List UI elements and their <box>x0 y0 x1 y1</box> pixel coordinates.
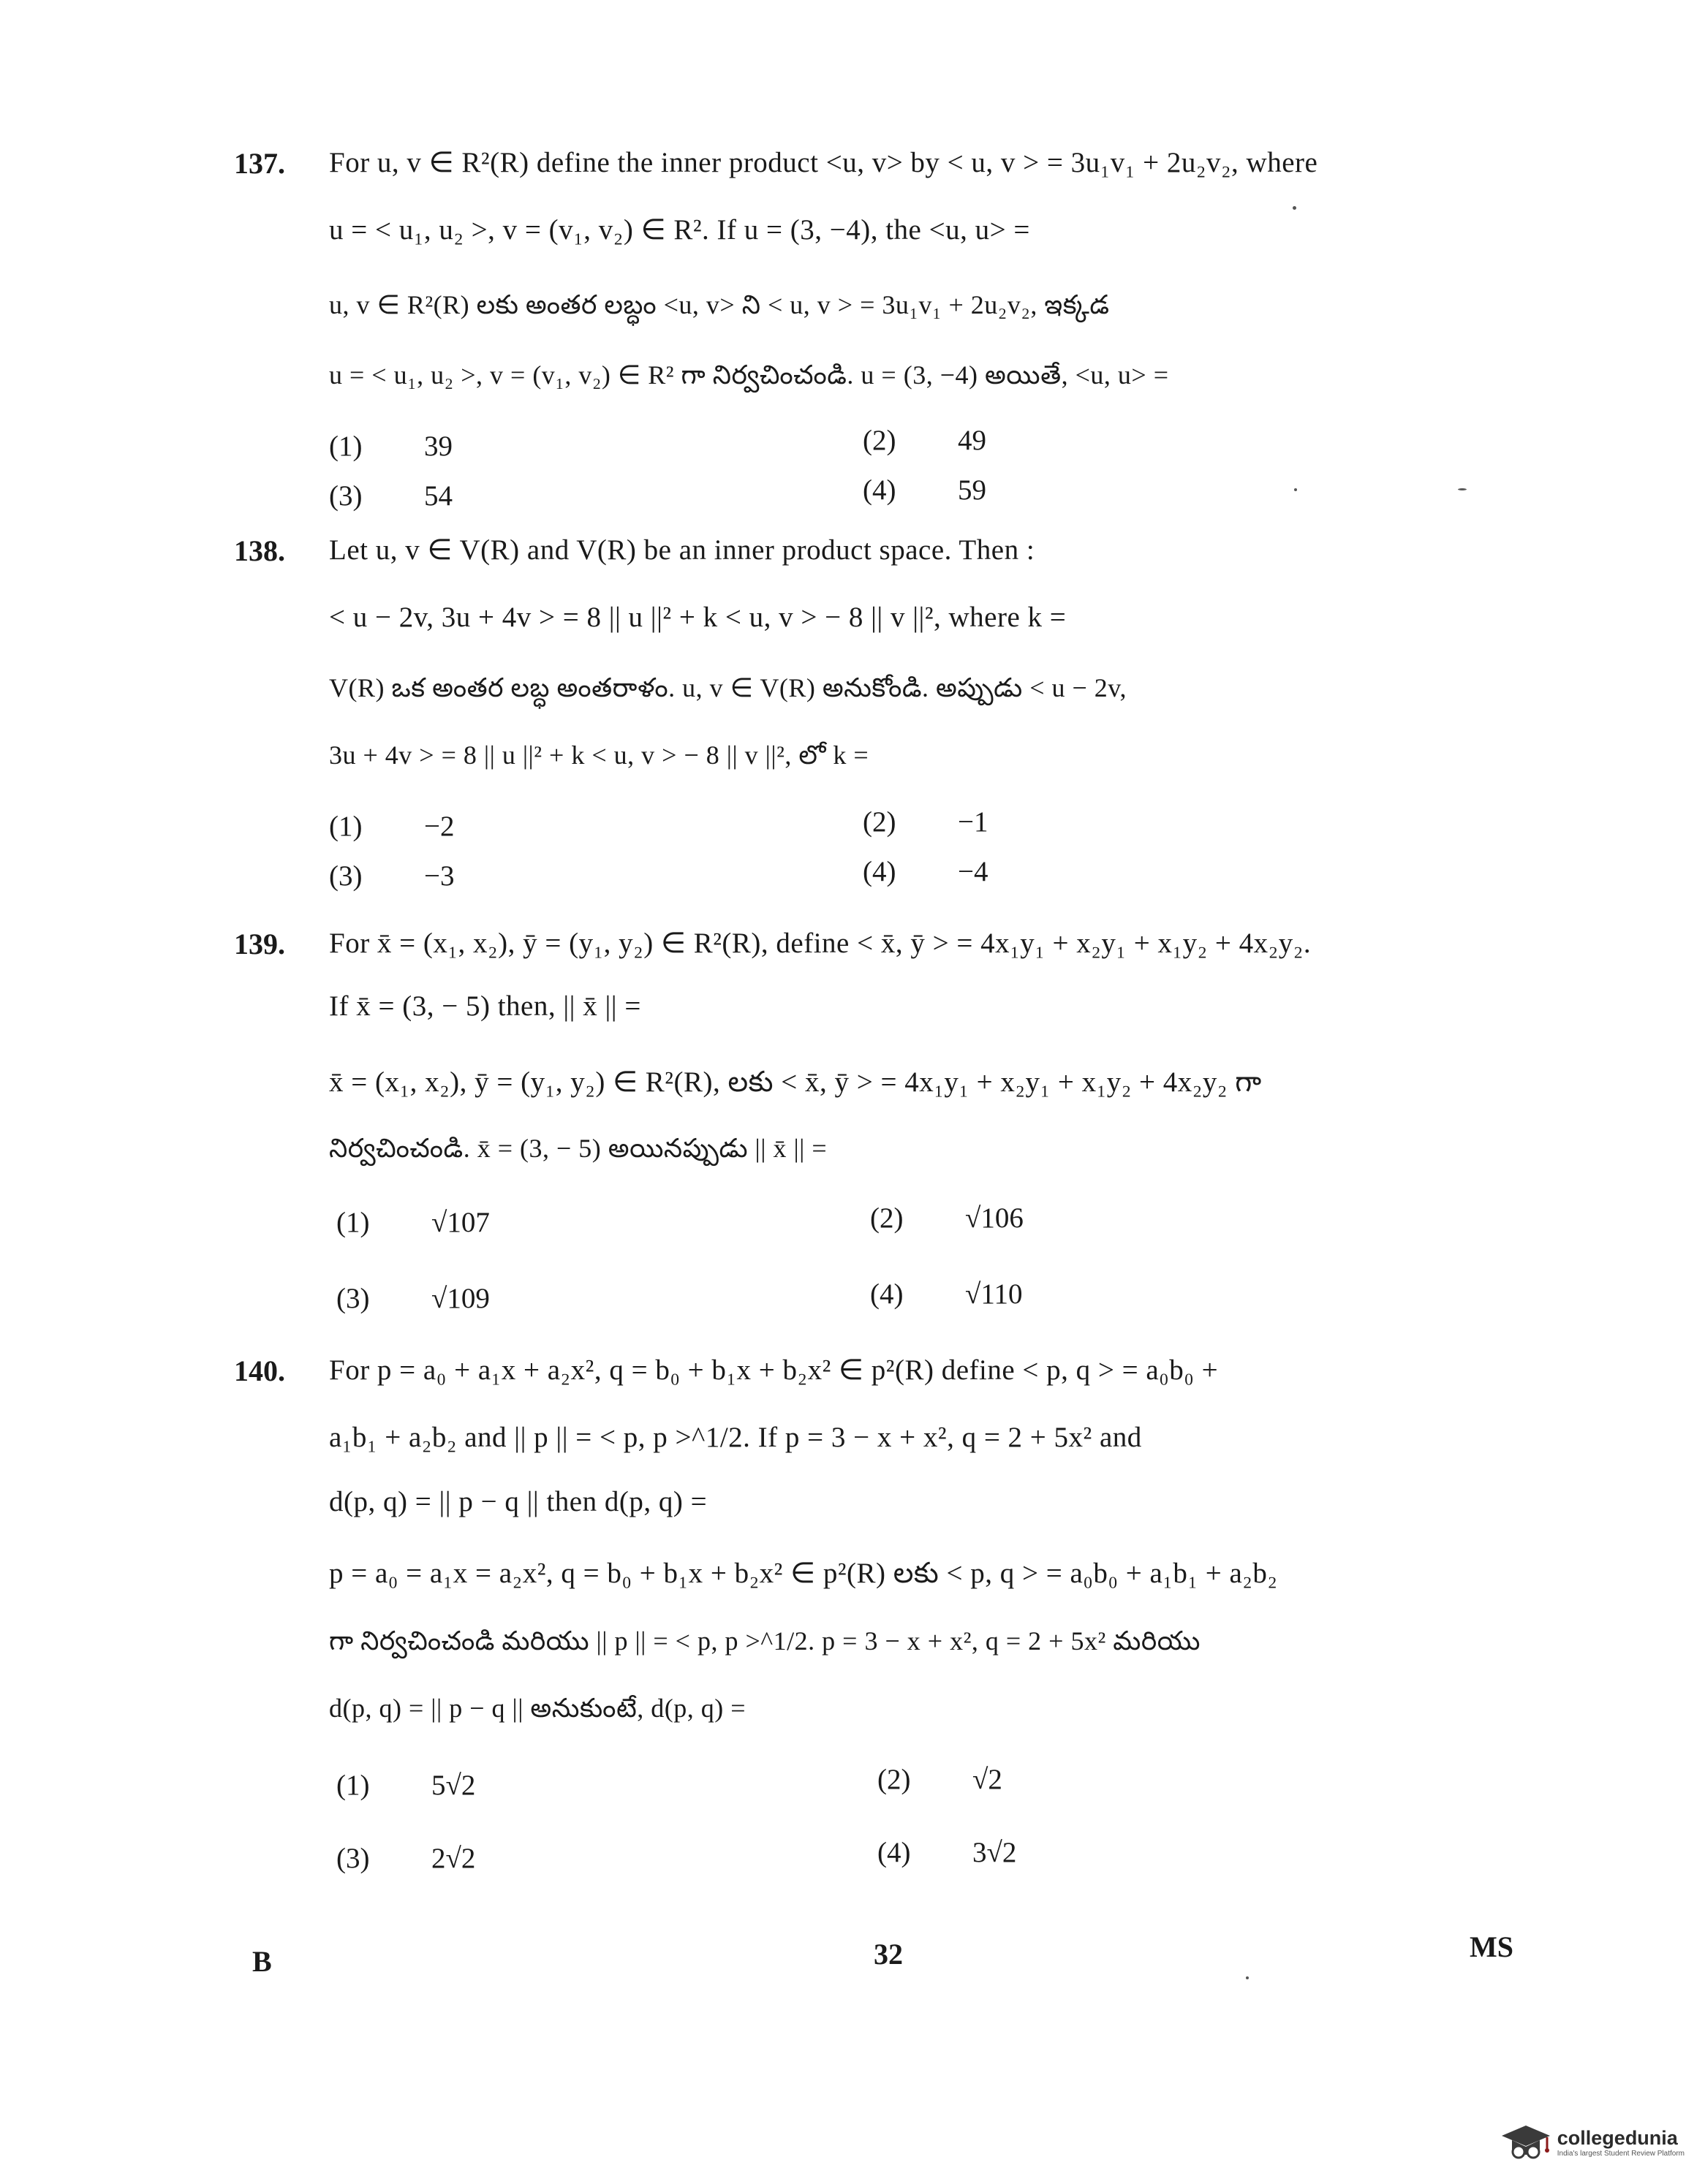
option-1[interactable] <box>329 810 455 843</box>
option-1[interactable] <box>329 430 453 463</box>
option-value: 54 <box>424 480 453 512</box>
question-text-en-3: d(p, q) = || p − q || then d(p, q) = <box>329 1486 708 1517</box>
option-number: (2) <box>877 1764 911 1795</box>
option-4[interactable] <box>877 1836 1016 1869</box>
question-number: 137. <box>234 147 285 180</box>
question-text-en-2: u = < u₁, u₂ >, v = (v₁, v₂) ∈ R². If u = (3, −4), the <u, u> = <box>329 214 1030 246</box>
collegedunia-watermark <box>1500 2123 1685 2162</box>
question-text-te-1: x̄ = (x₁, x₂), ȳ = (y₁, y₂) ∈ R²(R), లకు < x̄, ȳ > = 4x₁y₁ + x₂y₁ + x₁y₂ + 4x₂y₂ గా <box>329 1066 1262 1098</box>
option-value: √109 <box>431 1283 490 1314</box>
logo-name: collegedunia <box>1557 2127 1678 2149</box>
question-text-te-2: నిర్వచించండి. x̄ = (3, − 5) అయినప్పుడు || x̄ || = <box>329 1134 828 1163</box>
graduation-cap-icon <box>1500 2123 1551 2162</box>
option-value: −3 <box>424 860 455 892</box>
option-value: 49 <box>958 425 986 456</box>
option-value: √107 <box>431 1207 490 1238</box>
question-text-en-2: < u − 2v, 3u + 4v > = 8 || u ||² + k < u, v > − 8 || v ||², where k = <box>329 602 1067 633</box>
question-text-te-1: p = a₀ = a₁x = a₂x², q = b₀ + b₁x + b₂x² ∈ p²(R) లకు < p, q > = a₀b₀ + a₁b₁ + a₂b₂ <box>329 1558 1278 1589</box>
question-text-te-2: గా నిర్వచించండి మరియు || p || = < p, p >^1/2. p = 3 − x + x², q = 2 + 5x² మరియు <box>329 1626 1201 1656</box>
option-4[interactable] <box>870 1278 1022 1311</box>
option-4[interactable] <box>863 855 988 888</box>
option-3[interactable] <box>329 860 455 892</box>
option-value: 39 <box>424 431 453 462</box>
footer-booklet-code: B <box>252 1945 272 1978</box>
option-value: 5√2 <box>431 1770 476 1801</box>
option-number: (4) <box>863 856 896 887</box>
option-value: 3√2 <box>972 1837 1017 1868</box>
option-number: (3) <box>329 860 363 892</box>
question-text-en-1: Let u, v ∈ V(R) and V(R) be an inner product space. Then : <box>329 534 1035 566</box>
option-number: (1) <box>336 1207 370 1238</box>
question-text-en-2: If x̄ = (3, − 5) then, || x̄ || = <box>329 990 641 1022</box>
option-number: (4) <box>870 1278 904 1310</box>
scan-speck <box>1458 488 1467 490</box>
scan-speck <box>1246 1976 1249 1979</box>
option-2[interactable] <box>863 424 986 457</box>
option-number: (3) <box>336 1843 370 1874</box>
option-number: (1) <box>329 811 363 842</box>
question-text-en-1: For p = a₀ + a₁x + a₂x², q = b₀ + b₁x + b₂x² ∈ p²(R) define < p, q > = a₀b₀ + <box>329 1354 1219 1386</box>
logo-text <box>1557 2127 1685 2158</box>
question-text-en-2: a₁b₁ + a₂b₂ and || p || = < p, p >^1/2. If p = 3 − x + x², q = 2 + 5x² and <box>329 1422 1142 1453</box>
option-number: (1) <box>329 431 363 462</box>
option-2[interactable] <box>870 1202 1024 1235</box>
option-value: √106 <box>965 1202 1024 1234</box>
option-2[interactable] <box>863 805 988 838</box>
option-value: 2√2 <box>431 1843 476 1874</box>
option-value: 59 <box>958 474 986 506</box>
option-3[interactable] <box>336 1282 490 1315</box>
option-3[interactable] <box>329 479 453 512</box>
question-text-te-2: u = < u₁, u₂ >, v = (v₁, v₂) ∈ R² గా నిర్వచించండి. u = (3, −4) అయితే, <u, u> = <box>329 360 1169 390</box>
question-number: 139. <box>234 928 285 960</box>
option-4[interactable] <box>863 474 986 507</box>
option-value: −1 <box>958 806 988 838</box>
question-text-te-1: u, v ∈ R²(R) లకు అంతర లబ్ధం <u, v> ని < u, v > = 3u₁v₁ + 2u₂v₂, ఇక్కడ <box>329 290 1110 319</box>
option-1[interactable] <box>336 1769 475 1802</box>
question-number: 140. <box>234 1354 285 1387</box>
option-number: (4) <box>877 1837 911 1868</box>
question-text-en-1: For x̄ = (x₁, x₂), ȳ = (y₁, y₂) ∈ R²(R), define < x̄, ȳ > = 4x₁y₁ + x₂y₁ + x₁y₂ + 4x₂y₂. <box>329 928 1312 959</box>
scan-speck <box>1294 488 1297 491</box>
option-number: (2) <box>863 806 896 838</box>
option-value: −4 <box>958 856 988 887</box>
question-text-te-1: V(R) ఒక అంతర లబ్ధ అంతరాళం. u, v ∈ V(R) అనుకోండి. అప్పుడు < u − 2v, <box>329 673 1127 702</box>
footer-subject-code: MS <box>1470 1930 1513 1963</box>
option-number: (2) <box>863 425 896 456</box>
option-number: (3) <box>336 1283 370 1314</box>
footer-page-number: 32 <box>874 1938 903 1971</box>
option-value: √110 <box>965 1278 1023 1310</box>
option-number: (2) <box>870 1202 904 1234</box>
question-text-te-2: 3u + 4v > = 8 || u ||² + k < u, v > − 8 || v ||², లో k = <box>329 740 869 770</box>
question-number: 138. <box>234 534 285 567</box>
option-number: (1) <box>336 1770 370 1801</box>
option-2[interactable] <box>877 1763 1002 1796</box>
question-text-te-3: d(p, q) = || p − q || అనుకుంటే, d(p, q) = <box>329 1694 746 1723</box>
option-3[interactable] <box>336 1842 475 1875</box>
option-value: √2 <box>972 1764 1002 1795</box>
scan-speck <box>1293 206 1296 210</box>
logo-tagline: India's largest Student Review Platform <box>1557 2150 1685 2158</box>
question-text-en-1: For u, v ∈ R²(R) define the inner product <u, v> by < u, v > = 3u₁v₁ + 2u₂v₂, where <box>329 147 1318 178</box>
option-number: (3) <box>329 480 363 512</box>
option-number: (4) <box>863 474 896 506</box>
option-1[interactable] <box>336 1206 490 1239</box>
option-value: −2 <box>424 811 455 842</box>
